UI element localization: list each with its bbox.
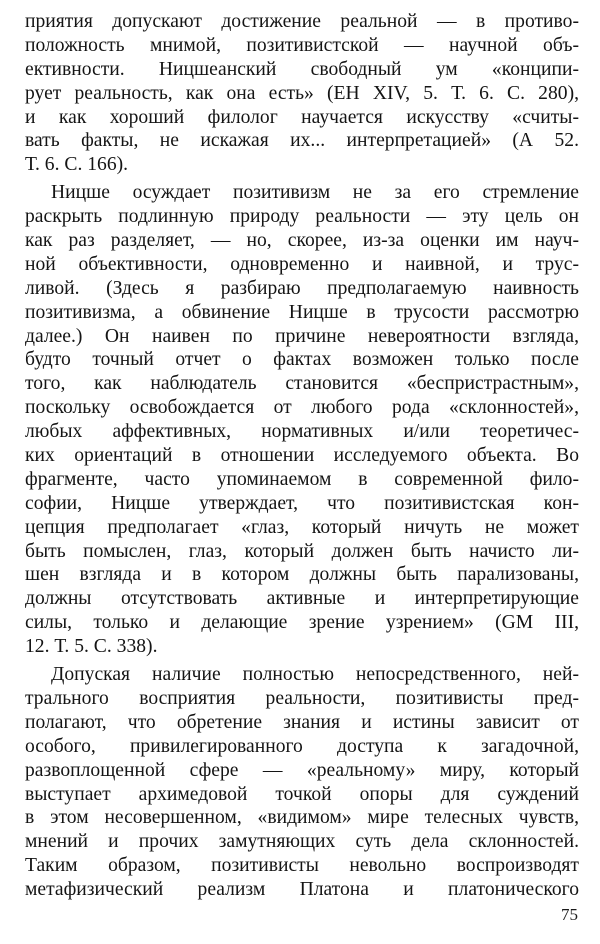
text-line: особого, привилегированного доступа к загадочной, [25, 735, 579, 757]
text-line: должны отсутствовать активные и интерпретирующие [25, 588, 579, 610]
text-line: положность мнимой, позитивистской — научной объ- [25, 34, 579, 56]
text-line: далее.) Он наивен по причине невероятности взгляда, [25, 325, 579, 347]
text-line: вать факты, не искажая их... интерпретацией» (А 52. [25, 130, 579, 152]
text-line: приятия допускают достижение реальной — в противо- [25, 11, 579, 32]
text-line: шен взгляда и в котором должны быть парализованы, [25, 564, 579, 586]
text-line: ких ориентаций в отношении исследуемого объекта. Во [25, 445, 579, 467]
paragraph-1 [25, 10, 579, 177]
paragraph-3 [25, 663, 579, 902]
text-line: цепция предполагает «глаз, который ничуть не может [25, 516, 579, 538]
text-line: Ницше осуждает позитивизм не за его стремление [51, 182, 579, 204]
page-number: 75 [561, 905, 578, 924]
text-line: быть помыслен, глаз, который должен быть начисто ли- [25, 540, 579, 562]
paragraph-2 [25, 181, 579, 659]
text-line: раскрыть подлинную природу реальности — эту цель он [25, 206, 579, 228]
text-line: метафизический реализм Платона и платонического [25, 879, 579, 901]
text-line: силы, только и делающие зрение узрением» (GM III, [25, 612, 579, 634]
text-line: Т. 6. С. 166). [25, 154, 129, 176]
text-line: в этом несовершенном, «видимом» мире телесных чувств, [25, 807, 579, 829]
text-line: будто точный отчет о фактах возможен только после [25, 349, 579, 371]
text-line: того, как наблюдатель становится «беспристрастным», [25, 373, 579, 395]
text-line: софии, Ницше утверждает, что позитивистская кон- [25, 492, 579, 514]
text-line: мнений и прочих замутняющих суть дела склонностей. [25, 831, 579, 853]
text-line: поскольку освобождается от любого рода «склонностей», [25, 397, 579, 419]
text-line: ливой. (Здесь я разбираю предполагаемую наивность [25, 277, 579, 299]
text-line: Таким образом, позитивисты невольно воспроизводят [25, 855, 579, 877]
text-line: развоплощенной сфере — «реальному» миру, который [25, 759, 579, 781]
text-line: как раз разделяет, — но, скорее, из-за оценки им науч- [25, 230, 579, 252]
text-line: ной объективности, одновременно и наивной, и трус- [25, 253, 579, 275]
text-line: рует реальность, как она есть» (EH XIV, 5. Т. 6. С. 280), [25, 82, 579, 104]
text-line: трального восприятия реальности, позитивисты пред- [25, 687, 579, 709]
text-line: фрагменте, часто упоминаемом в современной фило- [25, 468, 579, 490]
text-line: 12. Т. 5. С. 338). [25, 636, 158, 658]
text-line: полагают, что обретение знания и истины зависит от [25, 711, 579, 733]
text-line: Допуская наличие полностью непосредственного, ней- [51, 664, 579, 686]
text-line: выступает архимедовой точкой опоры для суждений [25, 783, 579, 805]
text-line: позитивизма, а обвинение Ницше в трусости рассмотрю [25, 301, 579, 323]
page-body [25, 10, 579, 902]
text-line: и как хороший филолог научается искусству «считы- [25, 106, 579, 128]
text-line: ективности. Ницшеанский свободный ум «конципи- [25, 58, 579, 80]
text-line: любых аффективных, нормативных и/или теоретичес- [25, 421, 579, 443]
